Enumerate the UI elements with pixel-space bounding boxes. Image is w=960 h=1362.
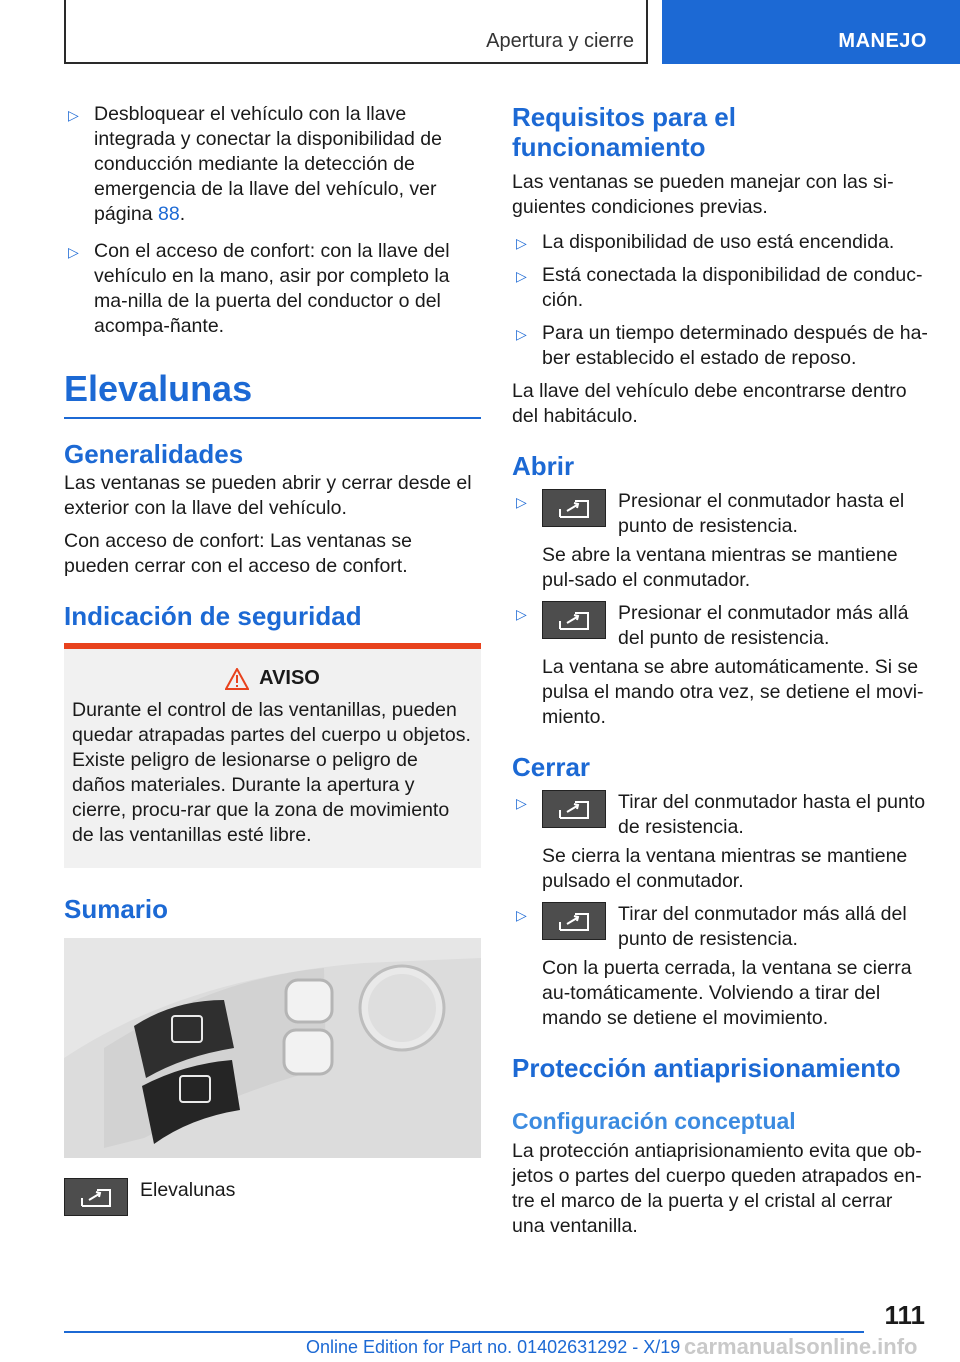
step-action-row xyxy=(542,601,928,651)
warning-triangle-icon xyxy=(225,668,249,690)
window-switch-icon xyxy=(542,601,606,639)
list-item xyxy=(512,263,928,313)
window-switch-photo xyxy=(64,938,481,1158)
warning-box xyxy=(64,643,481,868)
step-result-text: Con la puerta cerrada, la ventana se cierra au-tomáticamente. Volviendo a tirar del mando se detiene el movimiento. xyxy=(542,957,912,1029)
header-section-tab xyxy=(64,0,648,64)
bullet-text: La disponibilidad de uso está encendida. xyxy=(542,231,895,253)
step-action-text: Presionar el conmutador hasta el punto de resistencia. xyxy=(618,490,905,537)
footer-divider xyxy=(64,1331,864,1333)
heading-seguridad: Indicación de seguridad xyxy=(64,601,362,631)
section-title: Apertura y cierre xyxy=(486,30,634,52)
paragraph: Las ventanas se pueden abrir y cerrar desde el exterior con la llave del vehículo. xyxy=(64,472,472,519)
heading-requisitos: Requisitos para el funcionamiento xyxy=(512,102,736,162)
bullet-text-end: . xyxy=(179,203,186,225)
window-switch-icon xyxy=(542,902,606,940)
heading-abrir: Abrir xyxy=(512,451,575,481)
caption-text: Elevalunas xyxy=(140,1179,236,1201)
left-column xyxy=(64,102,481,1216)
step-action-row xyxy=(542,902,928,952)
paragraph: La llave del vehículo debe encontrarse dentro del habitáculo. xyxy=(512,380,907,427)
bullet-triangle-icon: ▷ xyxy=(516,494,527,510)
step-action-row xyxy=(542,790,928,840)
step-item xyxy=(512,790,928,894)
bullet-triangle-icon: ▷ xyxy=(516,606,527,622)
bullet-text: Desbloquear el vehículo con la llave integrada y conectar la disponibilidad de conducción mediante la detección de emergencia de la llave del vehículo, ver página xyxy=(94,103,442,225)
bullet-triangle-icon: ▷ xyxy=(516,795,527,811)
header-chapter-tab xyxy=(662,0,960,64)
caption-row xyxy=(64,1178,481,1216)
page-number: 111 xyxy=(884,1300,925,1330)
list-item xyxy=(64,102,481,227)
step-action-text: Tirar del conmutador hasta el punto de resistencia. xyxy=(618,791,926,838)
subheading-configuracion: Configuración conceptual xyxy=(512,1108,796,1134)
warning-text: Durante el control de las ventanillas, pueden quedar atrapadas partes del cuerpo u objetos. Existe peligro de lesionarse o peligro de daños materiales. Durante la apertura y cierre, procu-rar que la zona de movimiento de las ventanillas esté libre. xyxy=(72,699,471,846)
bullet-triangle-icon: ▷ xyxy=(516,326,527,342)
step-action-text: Tirar del conmutador más allá del punto de resistencia. xyxy=(618,903,907,950)
bullet-triangle-icon: ▷ xyxy=(516,907,527,923)
list-item xyxy=(64,239,481,339)
right-column xyxy=(512,102,928,1239)
paragraph: La protección antiaprisionamiento evita que ob-jetos o partes del cuerpo queden atrapados en-tre el marco de la puerta y el cristal al cerrar una ventanilla. xyxy=(512,1140,922,1237)
list-item xyxy=(512,321,928,371)
window-switch-icon xyxy=(542,489,606,527)
step-item xyxy=(512,489,928,593)
paragraph: Con acceso de confort: Las ventanas se pueden cerrar con el acceso de confort. xyxy=(64,530,412,577)
bullet-text: Está conectada la disponibilidad de conduc-ción. xyxy=(542,264,923,311)
bullet-triangle-icon: ▷ xyxy=(68,107,79,123)
list-item xyxy=(512,230,928,255)
step-item xyxy=(512,902,928,1031)
chapter-title: MANEJO xyxy=(838,30,927,52)
bullet-text: Con el acceso de confort: con la llave del vehículo en la mano, asir por completo la ma-nilla de la puerta del conductor o del acompa-ñante. xyxy=(94,240,450,337)
heading-generalidades: Generalidades xyxy=(64,439,244,469)
step-action-text: Presionar el conmutador más allá del punto de resistencia. xyxy=(618,602,909,649)
page-link[interactable]: 88 xyxy=(157,203,180,225)
warning-label: AVISO xyxy=(259,667,320,689)
step-result-text: Se cierra la ventana mientras se mantiene pulsado el conmutador. xyxy=(542,845,908,892)
step-action-row xyxy=(542,489,928,539)
step-item xyxy=(512,601,928,730)
paragraph: Las ventanas se pueden manejar con las si-guientes condiciones previas. xyxy=(512,171,894,218)
bullet-triangle-icon: ▷ xyxy=(68,244,79,260)
heading-cerrar: Cerrar xyxy=(512,752,591,782)
window-switch-icon xyxy=(542,790,606,828)
bullet-triangle-icon: ▷ xyxy=(516,268,527,284)
window-switch-icon xyxy=(64,1178,128,1216)
bullet-text: Para un tiempo determinado después de ha-ber establecido el estado de reposo. xyxy=(542,322,928,369)
warning-header xyxy=(72,667,473,690)
heading-proteccion: Protección antiaprisionamiento xyxy=(512,1053,901,1083)
step-result-text: La ventana se abre automáticamente. Si se pulsa el mando otra vez, se detiene el movi-miento. xyxy=(542,656,924,728)
edition-text: Online Edition for Part no. 01402631292 - X/19 xyxy=(306,1337,681,1357)
bullet-triangle-icon: ▷ xyxy=(516,235,527,251)
watermark-text: carmanualsonline.info xyxy=(684,1334,918,1359)
step-result-text: Se abre la ventana mientras se mantiene pul-sado el conmutador. xyxy=(542,544,898,591)
page-heading: Elevalunas xyxy=(64,367,481,419)
heading-sumario: Sumario xyxy=(64,894,169,924)
